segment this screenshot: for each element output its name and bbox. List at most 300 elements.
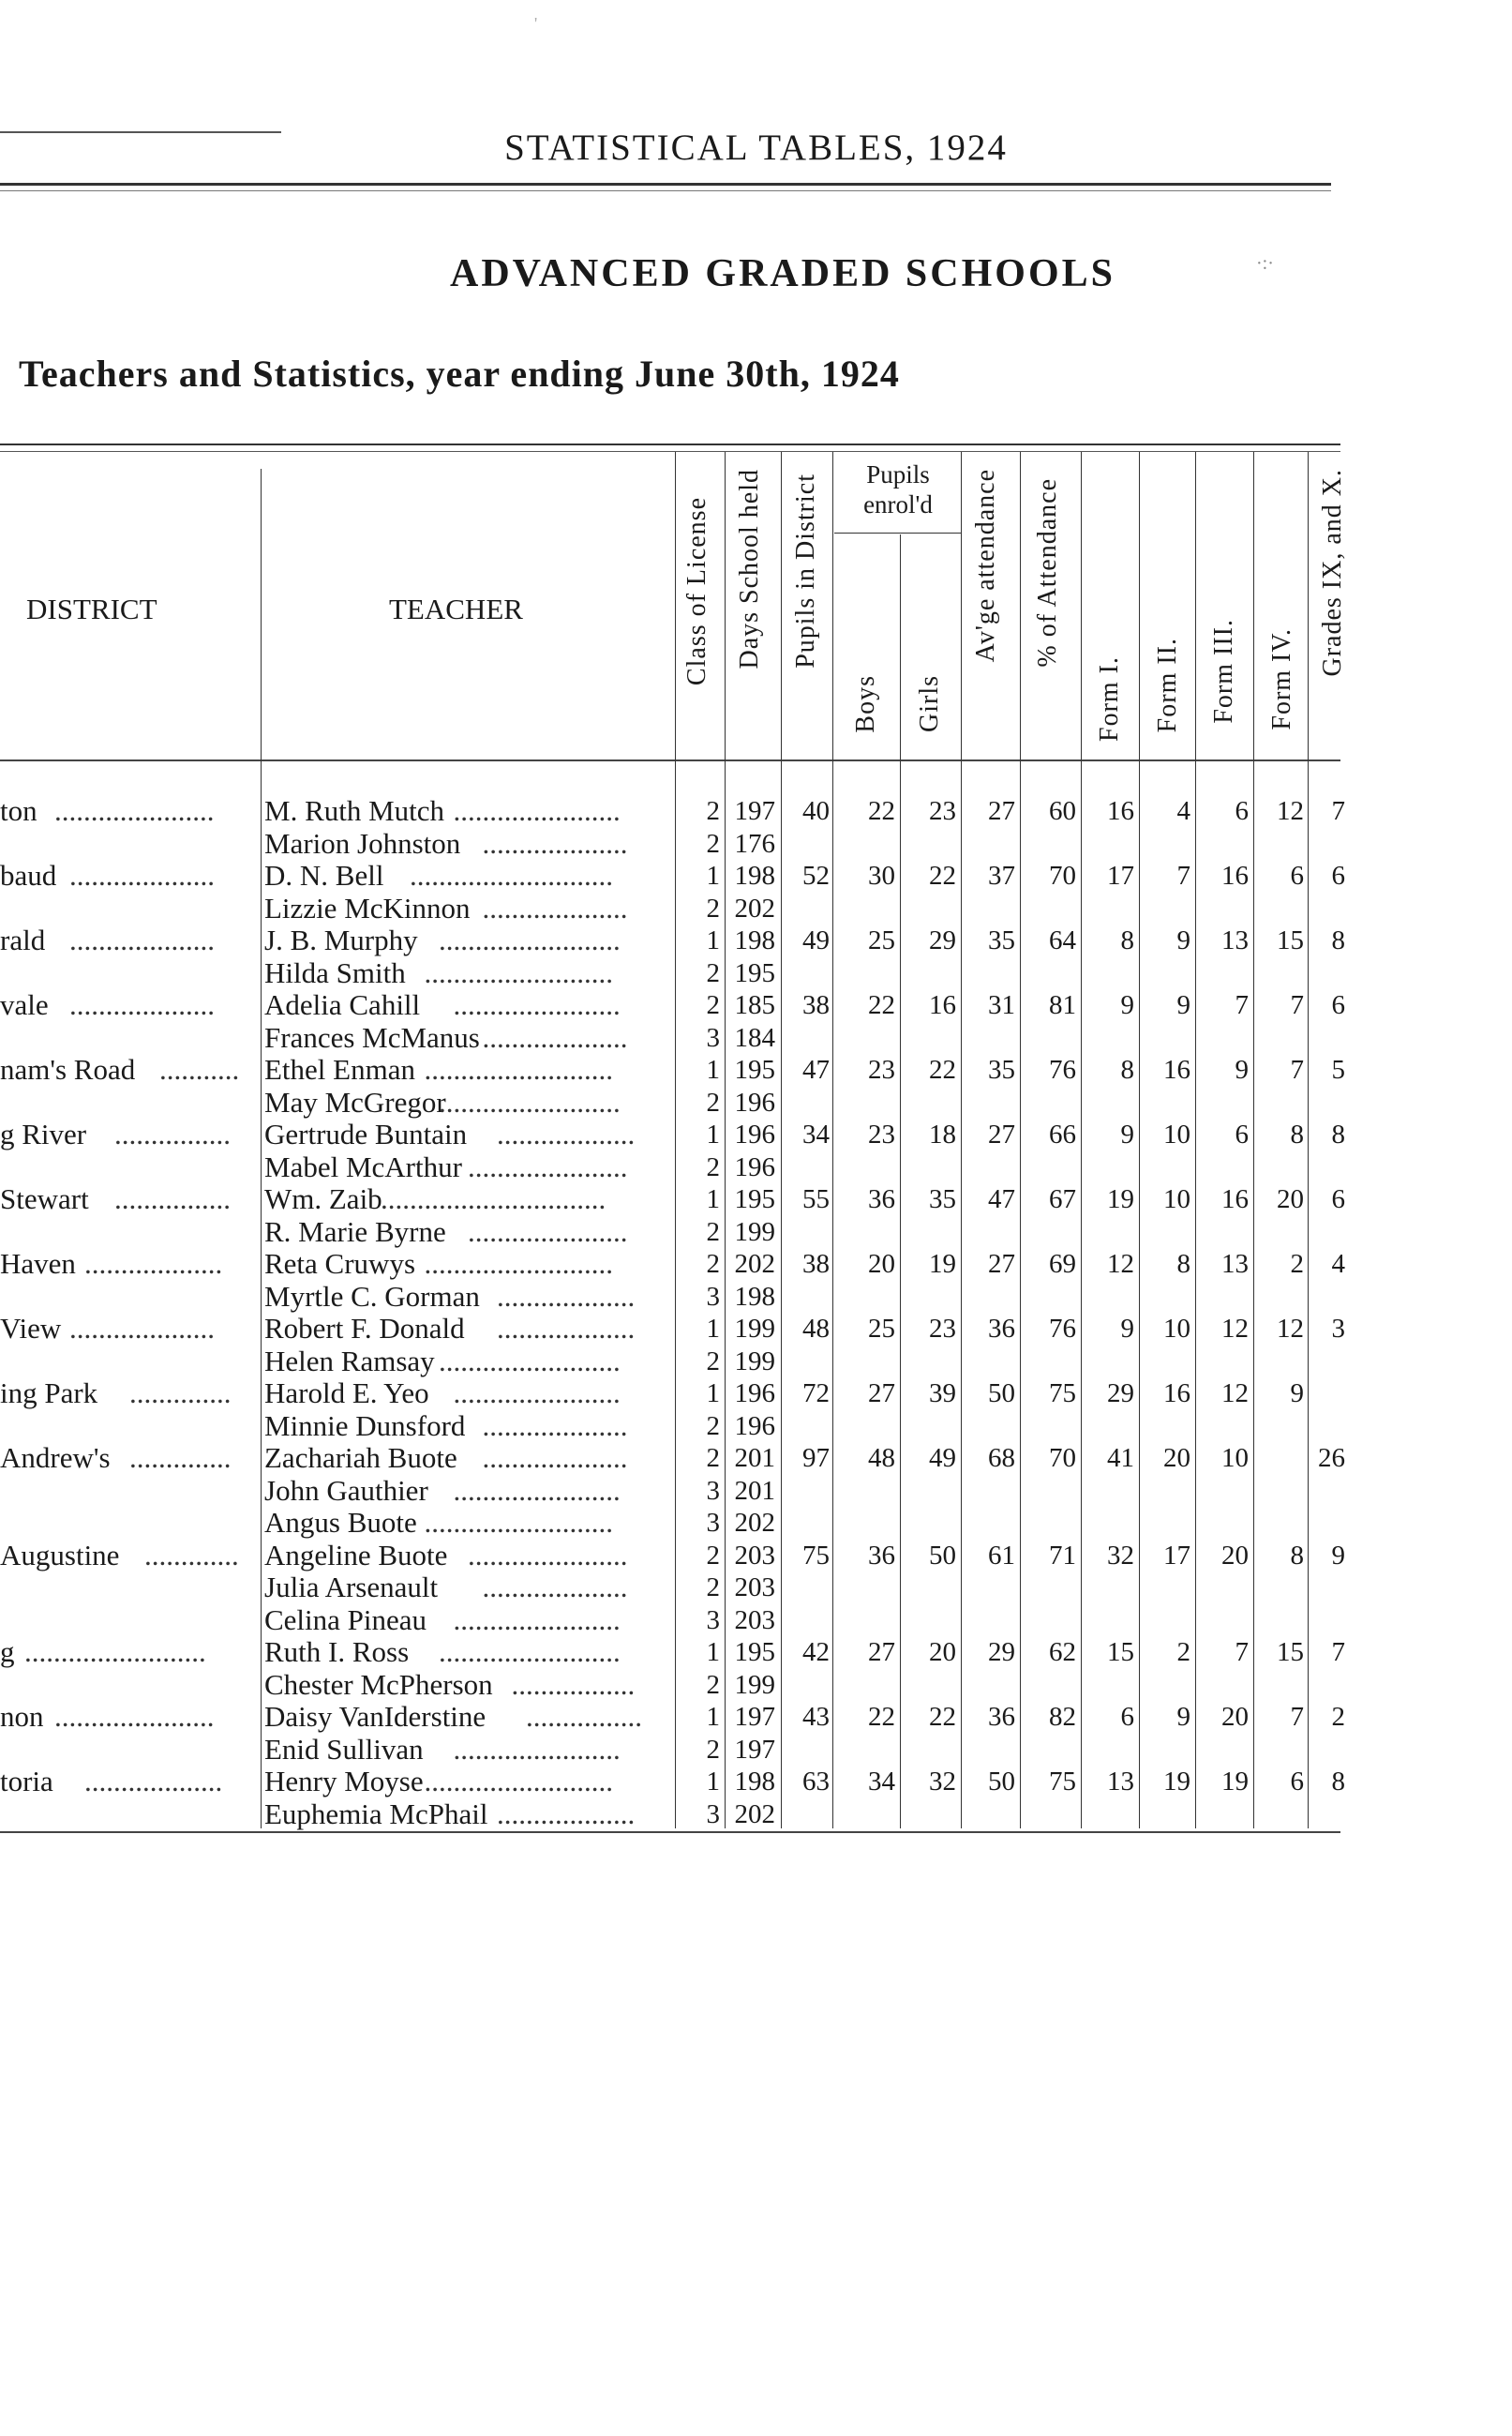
header-rule-thin: [0, 190, 1331, 191]
license-class: 2: [706, 796, 720, 826]
license-class: 1: [706, 861, 720, 891]
girls-enrolled: 49: [929, 1443, 956, 1473]
teacher-name: Frances McManus: [264, 1020, 480, 1054]
pupils-in-district: 97: [802, 1443, 830, 1473]
percent-attendance: 75: [1049, 1767, 1076, 1797]
days-school-held: 195: [734, 1055, 775, 1085]
days-school-held: 198: [734, 1281, 775, 1312]
pupils-in-district: 75: [802, 1540, 830, 1571]
leader-dots: ...................: [84, 1766, 223, 1797]
form-2-count: 4: [1176, 796, 1190, 826]
girls-enrolled: 22: [929, 1702, 956, 1732]
license-class: 2: [706, 828, 720, 859]
leader-dots: .........................: [439, 1345, 621, 1377]
license-class: 1: [706, 1055, 720, 1085]
license-class: 3: [706, 1281, 720, 1312]
form-1-count: 41: [1107, 1443, 1134, 1473]
district-name: nam's Road: [0, 1053, 136, 1086]
license-class: 3: [706, 1022, 720, 1053]
column-divider: [1308, 452, 1309, 1828]
form-3-count: 12: [1221, 1378, 1249, 1408]
pupils-group-rule: [834, 533, 961, 534]
teacher-name: Harold E. Yeo: [264, 1376, 429, 1409]
leader-dots: ................: [114, 1183, 231, 1215]
leader-dots: ....................: [69, 925, 215, 956]
district-name: rald: [0, 924, 46, 956]
form-4-count: 15: [1277, 925, 1304, 955]
license-class: 1: [706, 1184, 720, 1214]
column-divider: [725, 452, 726, 1828]
form-2-count: 9: [1176, 925, 1190, 955]
district-name: non: [0, 1700, 44, 1733]
column-header-form-2: Form II.: [1153, 638, 1182, 733]
days-school-held: 202: [734, 1798, 775, 1829]
girls-enrolled: 35: [929, 1184, 956, 1214]
leader-dots: ..............: [129, 1377, 232, 1409]
days-school-held: 199: [734, 1314, 775, 1344]
license-class: 3: [706, 1798, 720, 1829]
column-divider: [675, 452, 676, 1828]
teacher-name: M. Ruth Mutch: [264, 794, 445, 827]
leader-dots: .......................: [453, 1377, 621, 1409]
column-divider: [1081, 452, 1082, 1828]
average-attendance: 47: [988, 1184, 1015, 1214]
days-school-held: 203: [734, 1540, 775, 1571]
column-divider: [1253, 452, 1254, 1828]
license-class: 2: [706, 957, 720, 988]
teacher-name: Gertrude Buntain: [264, 1118, 468, 1150]
form-2-count: 19: [1163, 1767, 1190, 1797]
form-1-count: 16: [1107, 796, 1134, 826]
leader-dots: ...................: [497, 1313, 636, 1345]
form-2-count: 8: [1176, 1249, 1190, 1279]
days-school-held: 198: [734, 925, 775, 955]
days-school-held: 176: [734, 828, 775, 859]
leader-dots: ..........................: [424, 1054, 613, 1086]
form-1-count: 9: [1120, 1120, 1134, 1150]
leader-dots: ......................: [54, 795, 215, 827]
girls-enrolled: 39: [929, 1378, 956, 1408]
average-attendance: 35: [988, 1055, 1015, 1085]
district-name: ton: [0, 794, 37, 827]
percent-attendance: 70: [1049, 861, 1076, 891]
leader-dots: ....................: [482, 1442, 628, 1474]
license-class: 2: [706, 1151, 720, 1182]
percent-attendance: 76: [1049, 1314, 1076, 1344]
district-name: g: [0, 1635, 15, 1668]
teacher-name: Euphemia McPhail: [264, 1797, 488, 1830]
average-attendance: 36: [988, 1702, 1015, 1732]
boys-enrolled: 27: [868, 1378, 895, 1408]
pupils-in-district: 43: [802, 1702, 830, 1732]
days-school-held: 196: [734, 1120, 775, 1150]
column-header-pupils-district: Pupils in District: [791, 474, 820, 669]
pupils-in-district: 47: [802, 1055, 830, 1085]
teacher-name: J. B. Murphy: [264, 924, 418, 956]
leader-dots: ....................: [69, 1313, 215, 1345]
boys-enrolled: 25: [868, 925, 895, 955]
boys-enrolled: 25: [868, 1314, 895, 1344]
leader-dots: ......................: [54, 1701, 215, 1733]
column-header-form-1: Form I.: [1095, 656, 1124, 742]
license-class: 2: [706, 1249, 720, 1279]
column-divider: [832, 452, 833, 1828]
form-1-count: 12: [1107, 1249, 1134, 1279]
teacher-name: Celina Pineau: [264, 1602, 427, 1636]
grades-9-10-count: 8: [1331, 925, 1345, 955]
running-head: STATISTICAL TABLES, 1924: [504, 128, 1008, 168]
column-header-teacher: TEACHER: [389, 593, 523, 625]
days-school-held: 198: [734, 861, 775, 891]
form-2-count: 20: [1163, 1443, 1190, 1473]
license-class: 2: [706, 1669, 720, 1700]
form-3-count: 6: [1235, 796, 1249, 826]
days-school-held: 199: [734, 1216, 775, 1247]
district-name: Andrew's: [0, 1441, 111, 1474]
license-class: 3: [706, 1508, 720, 1538]
boys-enrolled: 34: [868, 1767, 895, 1797]
license-class: 1: [706, 1702, 720, 1732]
form-1-count: 17: [1107, 861, 1134, 891]
days-school-held: 203: [734, 1572, 775, 1602]
pupils-in-district: 38: [802, 1249, 830, 1279]
scan-mark: ': [534, 14, 538, 33]
grades-9-10-count: 6: [1331, 990, 1345, 1020]
teacher-name: Mabel McArthur: [264, 1150, 462, 1183]
form-3-count: 16: [1221, 861, 1249, 891]
average-attendance: 29: [988, 1637, 1015, 1667]
girls-enrolled: 19: [929, 1249, 956, 1279]
days-school-held: 184: [734, 1022, 775, 1053]
leader-dots: .......................: [453, 1474, 621, 1507]
leader-dots: .......................: [453, 795, 621, 827]
table-top-rule: [0, 444, 1340, 445]
average-attendance: 31: [988, 990, 1015, 1020]
form-3-count: 12: [1221, 1314, 1249, 1344]
leader-dots: .........................: [439, 1636, 621, 1668]
pupils-in-district: 72: [802, 1378, 830, 1408]
boys-enrolled: 22: [868, 796, 895, 826]
girls-enrolled: 18: [929, 1120, 956, 1150]
license-class: 2: [706, 1572, 720, 1602]
form-2-count: 16: [1163, 1378, 1190, 1408]
form-3-count: 7: [1235, 990, 1249, 1020]
license-class: 1: [706, 925, 720, 955]
grades-9-10-count: 4: [1331, 1249, 1345, 1279]
leader-dots: .......................: [453, 989, 621, 1021]
column-header-days: Days School held: [735, 469, 764, 669]
leader-dots: ...........: [159, 1054, 240, 1086]
average-attendance: 35: [988, 925, 1015, 955]
days-school-held: 195: [734, 957, 775, 988]
form-1-count: 8: [1120, 925, 1134, 955]
column-divider: [961, 452, 962, 1828]
leader-dots: ....................: [69, 989, 215, 1021]
days-school-held: 202: [734, 1508, 775, 1538]
pupils-in-district: 52: [802, 861, 830, 891]
leader-dots: .......................: [453, 1733, 621, 1766]
leader-dots: ................: [114, 1119, 231, 1150]
column-header-form-4: Form IV.: [1267, 628, 1296, 730]
pupils-in-district: 63: [802, 1767, 830, 1797]
teacher-name: Daisy VanIderstine: [264, 1700, 487, 1733]
boys-enrolled: 20: [868, 1249, 895, 1279]
leader-dots: .................: [511, 1668, 636, 1701]
teacher-name: Myrtle C. Gorman: [264, 1279, 480, 1313]
days-school-held: 201: [734, 1475, 775, 1506]
license-class: 2: [706, 1087, 720, 1118]
form-4-count: 12: [1277, 796, 1304, 826]
form-2-count: 10: [1163, 1184, 1190, 1214]
grades-9-10-count: 2: [1331, 1702, 1345, 1732]
form-2-count: 9: [1176, 1702, 1190, 1732]
percent-attendance: 64: [1049, 925, 1076, 955]
average-attendance: 50: [988, 1767, 1015, 1797]
days-school-held: 196: [734, 1087, 775, 1118]
form-1-count: 8: [1120, 1055, 1134, 1085]
grades-9-10-count: 8: [1331, 1120, 1345, 1150]
average-attendance: 50: [988, 1378, 1015, 1408]
form-2-count: 7: [1176, 861, 1190, 891]
pupils-in-district: 34: [802, 1120, 830, 1150]
license-class: 1: [706, 1314, 720, 1344]
leader-dots: ......................: [468, 1215, 628, 1248]
form-3-count: 6: [1235, 1120, 1249, 1150]
leader-dots: ...................: [84, 1248, 223, 1280]
form-2-count: 9: [1176, 990, 1190, 1020]
days-school-held: 195: [734, 1637, 775, 1667]
leader-dots: ....................: [482, 892, 628, 925]
leader-dots: ......................: [468, 1150, 628, 1183]
column-divider: [1195, 452, 1196, 1828]
leader-dots: ....................: [482, 1409, 628, 1442]
pupils-in-district: 40: [802, 796, 830, 826]
scan-speck: ·:·: [1256, 253, 1274, 274]
leader-dots: ...................: [497, 1280, 636, 1313]
column-header-form-3: Form III.: [1209, 619, 1238, 724]
form-1-count: 19: [1107, 1184, 1134, 1214]
form-3-count: 13: [1221, 925, 1249, 955]
column-divider: [1139, 452, 1140, 1828]
pupils-in-district: 49: [802, 925, 830, 955]
average-attendance: 68: [988, 1443, 1015, 1473]
form-4-count: 7: [1290, 1702, 1304, 1732]
leader-dots: .......................: [453, 1603, 621, 1636]
leader-dots: ......................: [468, 1539, 628, 1571]
girls-enrolled: 16: [929, 990, 956, 1020]
table-bottom-rule: [0, 1831, 1340, 1833]
district-name: Haven: [0, 1247, 76, 1280]
teacher-name: Ruth I. Ross: [264, 1635, 410, 1668]
pupils-in-district: 42: [802, 1637, 830, 1667]
days-school-held: 196: [734, 1410, 775, 1441]
license-class: 1: [706, 1637, 720, 1667]
boys-enrolled: 27: [868, 1637, 895, 1667]
grades-9-10-count: 26: [1318, 1443, 1345, 1473]
teacher-name: May McGregor: [264, 1085, 446, 1119]
license-class: 2: [706, 1346, 720, 1376]
license-class: 2: [706, 1410, 720, 1441]
form-2-count: 17: [1163, 1540, 1190, 1571]
leader-dots: ....................: [482, 827, 628, 860]
district-name: g River: [0, 1118, 87, 1150]
days-school-held: 197: [734, 796, 775, 826]
pupils-in-district: 38: [802, 990, 830, 1020]
district-name: ing Park: [0, 1376, 98, 1409]
form-4-count: 6: [1290, 1767, 1304, 1797]
teacher-name: Wm. Zaib: [264, 1182, 382, 1215]
grades-9-10-count: 7: [1331, 1637, 1345, 1667]
teacher-name: Henry Moyse: [264, 1765, 424, 1797]
license-class: 2: [706, 1734, 720, 1765]
license-class: 2: [706, 990, 720, 1020]
leader-dots: ....................: [482, 1571, 628, 1603]
leader-dots: ..............: [129, 1442, 232, 1474]
boys-enrolled: 22: [868, 1702, 895, 1732]
leader-dots: ..........................: [424, 1248, 613, 1280]
teacher-name: Robert F. Donald: [264, 1312, 465, 1345]
boys-enrolled: 36: [868, 1184, 895, 1214]
boys-enrolled: 30: [868, 861, 895, 891]
percent-attendance: 60: [1049, 796, 1076, 826]
teacher-name: Julia Arsenault: [264, 1571, 439, 1603]
license-class: 2: [706, 893, 720, 924]
teacher-name: Angus Buote: [264, 1506, 417, 1539]
teacher-name: R. Marie Byrne: [264, 1214, 446, 1248]
leader-dots: ...................: [497, 1797, 636, 1830]
column-header-district: DISTRICT: [26, 593, 157, 625]
boys-enrolled: 36: [868, 1540, 895, 1571]
days-school-held: 199: [734, 1669, 775, 1700]
district-name: baud: [0, 859, 57, 892]
leader-dots: ...............................: [381, 1183, 606, 1215]
girls-enrolled: 50: [929, 1540, 956, 1571]
leader-dots: .........................: [439, 925, 621, 956]
average-attendance: 61: [988, 1540, 1015, 1571]
girls-enrolled: 22: [929, 1055, 956, 1085]
column-group-pupils-enrolled: Pupils enrol'd: [863, 460, 933, 519]
form-3-count: 13: [1221, 1249, 1249, 1279]
form-4-count: 12: [1277, 1314, 1304, 1344]
days-school-held: 196: [734, 1378, 775, 1408]
average-attendance: 27: [988, 1120, 1015, 1150]
pupils-in-district: 48: [802, 1314, 830, 1344]
license-class: 3: [706, 1604, 720, 1635]
license-class: 1: [706, 1767, 720, 1797]
teacher-name: Angeline Buote: [264, 1538, 448, 1571]
form-1-count: 15: [1107, 1637, 1134, 1667]
form-3-count: 20: [1221, 1540, 1249, 1571]
column-header-pct-attendance: % of Attendance: [1033, 478, 1062, 668]
teacher-name: Hilda Smith: [264, 955, 406, 989]
days-school-held: 202: [734, 893, 775, 924]
column-divider: [261, 469, 262, 1828]
form-3-count: 9: [1235, 1055, 1249, 1085]
percent-attendance: 76: [1049, 1055, 1076, 1085]
teacher-name: Reta Cruwys: [264, 1247, 416, 1280]
column-divider: [781, 452, 782, 1828]
leader-dots: ................: [526, 1701, 642, 1733]
girls-enrolled: 23: [929, 1314, 956, 1344]
boys-enrolled: 22: [868, 990, 895, 1020]
days-school-held: 202: [734, 1249, 775, 1279]
form-1-count: 9: [1120, 1314, 1134, 1344]
district-name: toria: [0, 1765, 53, 1797]
percent-attendance: 75: [1049, 1378, 1076, 1408]
days-school-held: 185: [734, 990, 775, 1020]
teacher-name: Chester McPherson: [264, 1667, 493, 1701]
column-divider: [900, 534, 901, 1828]
boys-enrolled: 48: [868, 1443, 895, 1473]
form-3-count: 19: [1221, 1767, 1249, 1797]
leader-dots: .........................: [24, 1636, 206, 1668]
leader-dots: ....................: [69, 860, 215, 892]
teacher-name: Lizzie McKinnon: [264, 891, 471, 925]
days-school-held: 197: [734, 1734, 775, 1765]
days-school-held: 199: [734, 1346, 775, 1376]
grades-9-10-count: 6: [1331, 861, 1345, 891]
percent-attendance: 66: [1049, 1120, 1076, 1150]
leader-dots: ..........................: [424, 1507, 613, 1539]
form-1-count: 13: [1107, 1767, 1134, 1797]
form-3-count: 16: [1221, 1184, 1249, 1214]
form-4-count: 9: [1290, 1378, 1304, 1408]
teacher-name: Enid Sullivan: [264, 1732, 424, 1766]
column-header-grades-9-10: Grades IX, and X.: [1318, 469, 1347, 677]
column-divider: [1020, 452, 1021, 1828]
form-2-count: 10: [1163, 1120, 1190, 1150]
girls-enrolled: 22: [929, 861, 956, 891]
teacher-name: John Gauthier: [264, 1473, 428, 1507]
girls-enrolled: 32: [929, 1767, 956, 1797]
form-4-count: 20: [1277, 1184, 1304, 1214]
form-3-count: 20: [1221, 1702, 1249, 1732]
percent-attendance: 71: [1049, 1540, 1076, 1571]
form-1-count: 29: [1107, 1378, 1134, 1408]
license-class: 2: [706, 1216, 720, 1247]
grades-9-10-count: 6: [1331, 1184, 1345, 1214]
form-2-count: 10: [1163, 1314, 1190, 1344]
leader-dots: ...................: [497, 1119, 636, 1150]
column-header-boys: Boys: [851, 675, 880, 733]
grades-9-10-count: 7: [1331, 796, 1345, 826]
form-4-count: 8: [1290, 1120, 1304, 1150]
form-3-count: 10: [1221, 1443, 1249, 1473]
leader-dots: ..........................: [424, 956, 613, 989]
form-4-count: 8: [1290, 1540, 1304, 1571]
average-attendance: 36: [988, 1314, 1015, 1344]
grades-9-10-count: 8: [1331, 1767, 1345, 1797]
percent-attendance: 82: [1049, 1702, 1076, 1732]
percent-attendance: 62: [1049, 1637, 1076, 1667]
column-header-license: Class of License: [682, 497, 711, 686]
leader-dots: .............: [144, 1539, 239, 1571]
column-header-girls: Girls: [915, 675, 944, 732]
teacher-name: Minnie Dunsford: [264, 1408, 466, 1442]
column-header-avg-attendance: Av'ge attendance: [971, 469, 1000, 663]
leader-dots: ..........................: [424, 1766, 613, 1797]
days-school-held: 198: [734, 1767, 775, 1797]
section-title: ADVANCED GRADED SCHOOLS: [450, 252, 1115, 295]
license-class: 3: [706, 1475, 720, 1506]
teacher-name: Helen Ramsay: [264, 1344, 435, 1377]
average-attendance: 27: [988, 796, 1015, 826]
form-4-count: 7: [1290, 990, 1304, 1020]
table-subtitle: Teachers and Statistics, year ending June 30th, 1924: [19, 353, 900, 395]
girls-enrolled: 20: [929, 1637, 956, 1667]
form-3-count: 7: [1235, 1637, 1249, 1667]
leader-dots: ....................: [482, 1021, 628, 1054]
